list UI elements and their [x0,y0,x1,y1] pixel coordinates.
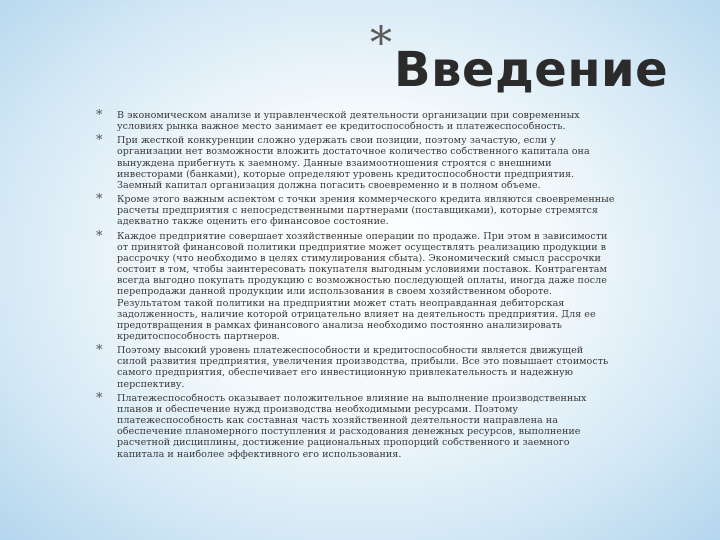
slide-title: Введение [394,42,669,98]
list-item [96,133,616,191]
list-item [96,192,616,228]
paragraph-text: При жесткой конкуренции сложно удержать свои позиции, поэтому зачастую, если у организации нет возможности вложить достаточное количество собственного капитала она вынуждена прибегнуть к заемному. Данные взаимоотношения строятся с внешними инвесторами (банками), которые определяют уровень кредитоспособности предприятия. Заемный капитал организация должна погасить своевременно и в полном объеме. [117,135,590,191]
bullet-list [96,108,616,460]
bullet-asterisk-icon: * [96,228,103,244]
paragraph-text: Каждое предприятие совершает хозяйственные операции по продаже. При этом в зависимости от принятой финансовой политики предприятие может осуществлять реализацию продукции в рассрочку (что необходимо в целях стимулирования сбыта). Экономический смысл рассрочки состоит в том, чтобы заинтересовать покупателя выгодным условиями поставок. Контрагентам всегда выгодно покупать продукцию с возможностью последующей оплаты, иногда даже после перепродажи данной продукции или использования в своем хозяйственном обороте. Результатом такой политики на предприятии может стать неоправданная дебиторская задолженность, наличие которой отрицательно влияет на деятельность предприятия. Для ее предотвращения в рамках финансового анализа необходимо постоянно анализировать кредитоспособность партнеров. [117,230,608,342]
paragraph-text: Кроме этого важным аспектом с точки зрения коммерческого кредита являются своевременные расчеты предприятия с непосредственными партнерами (поставщиками), которые стремятся адекватно также оценить его финансовое состояние. [117,194,615,228]
bullet-asterisk-icon: * [96,390,103,406]
list-item [96,228,616,343]
bullet-asterisk-icon: * [96,343,103,359]
list-item [96,390,616,460]
bullet-asterisk-icon: * [96,133,103,149]
paragraph-text: Платежеспособность оказывает положительное влияние на выполнение производственных планов и обеспечение нужд производства необходимыми ресурсами. Поэтому платежеспособность как составная часть хозяйственной деятельности направлена на обеспечение планомерного поступления и расходования денежных ресурсов, выполнение расчетной дисциплины, достижение рациональных пропорций собственного и заемного капитала и наиболее эффективного его использования. [117,392,587,460]
bullet-asterisk-icon: * [96,192,103,208]
bullet-asterisk-icon: * [96,108,103,123]
list-item [96,108,616,133]
asterisk-icon: * [370,18,392,69]
title-block [370,18,669,98]
paragraph-text: Поэтому высокий уровень платежеспособности и кредитоспособности является движущей силой развития предприятия, увеличения производства, прибыли. Все это повышает стоимость самого предприятия, обеспечивает его инвестиционную привлекательность и надежную перспективу. [117,345,609,390]
list-item [96,343,616,390]
paragraph-text: В экономическом анализе и управленческой деятельности организации при современных условиях рынка важное место занимает ее кредитоспособность и платежеспособность. [117,110,580,133]
